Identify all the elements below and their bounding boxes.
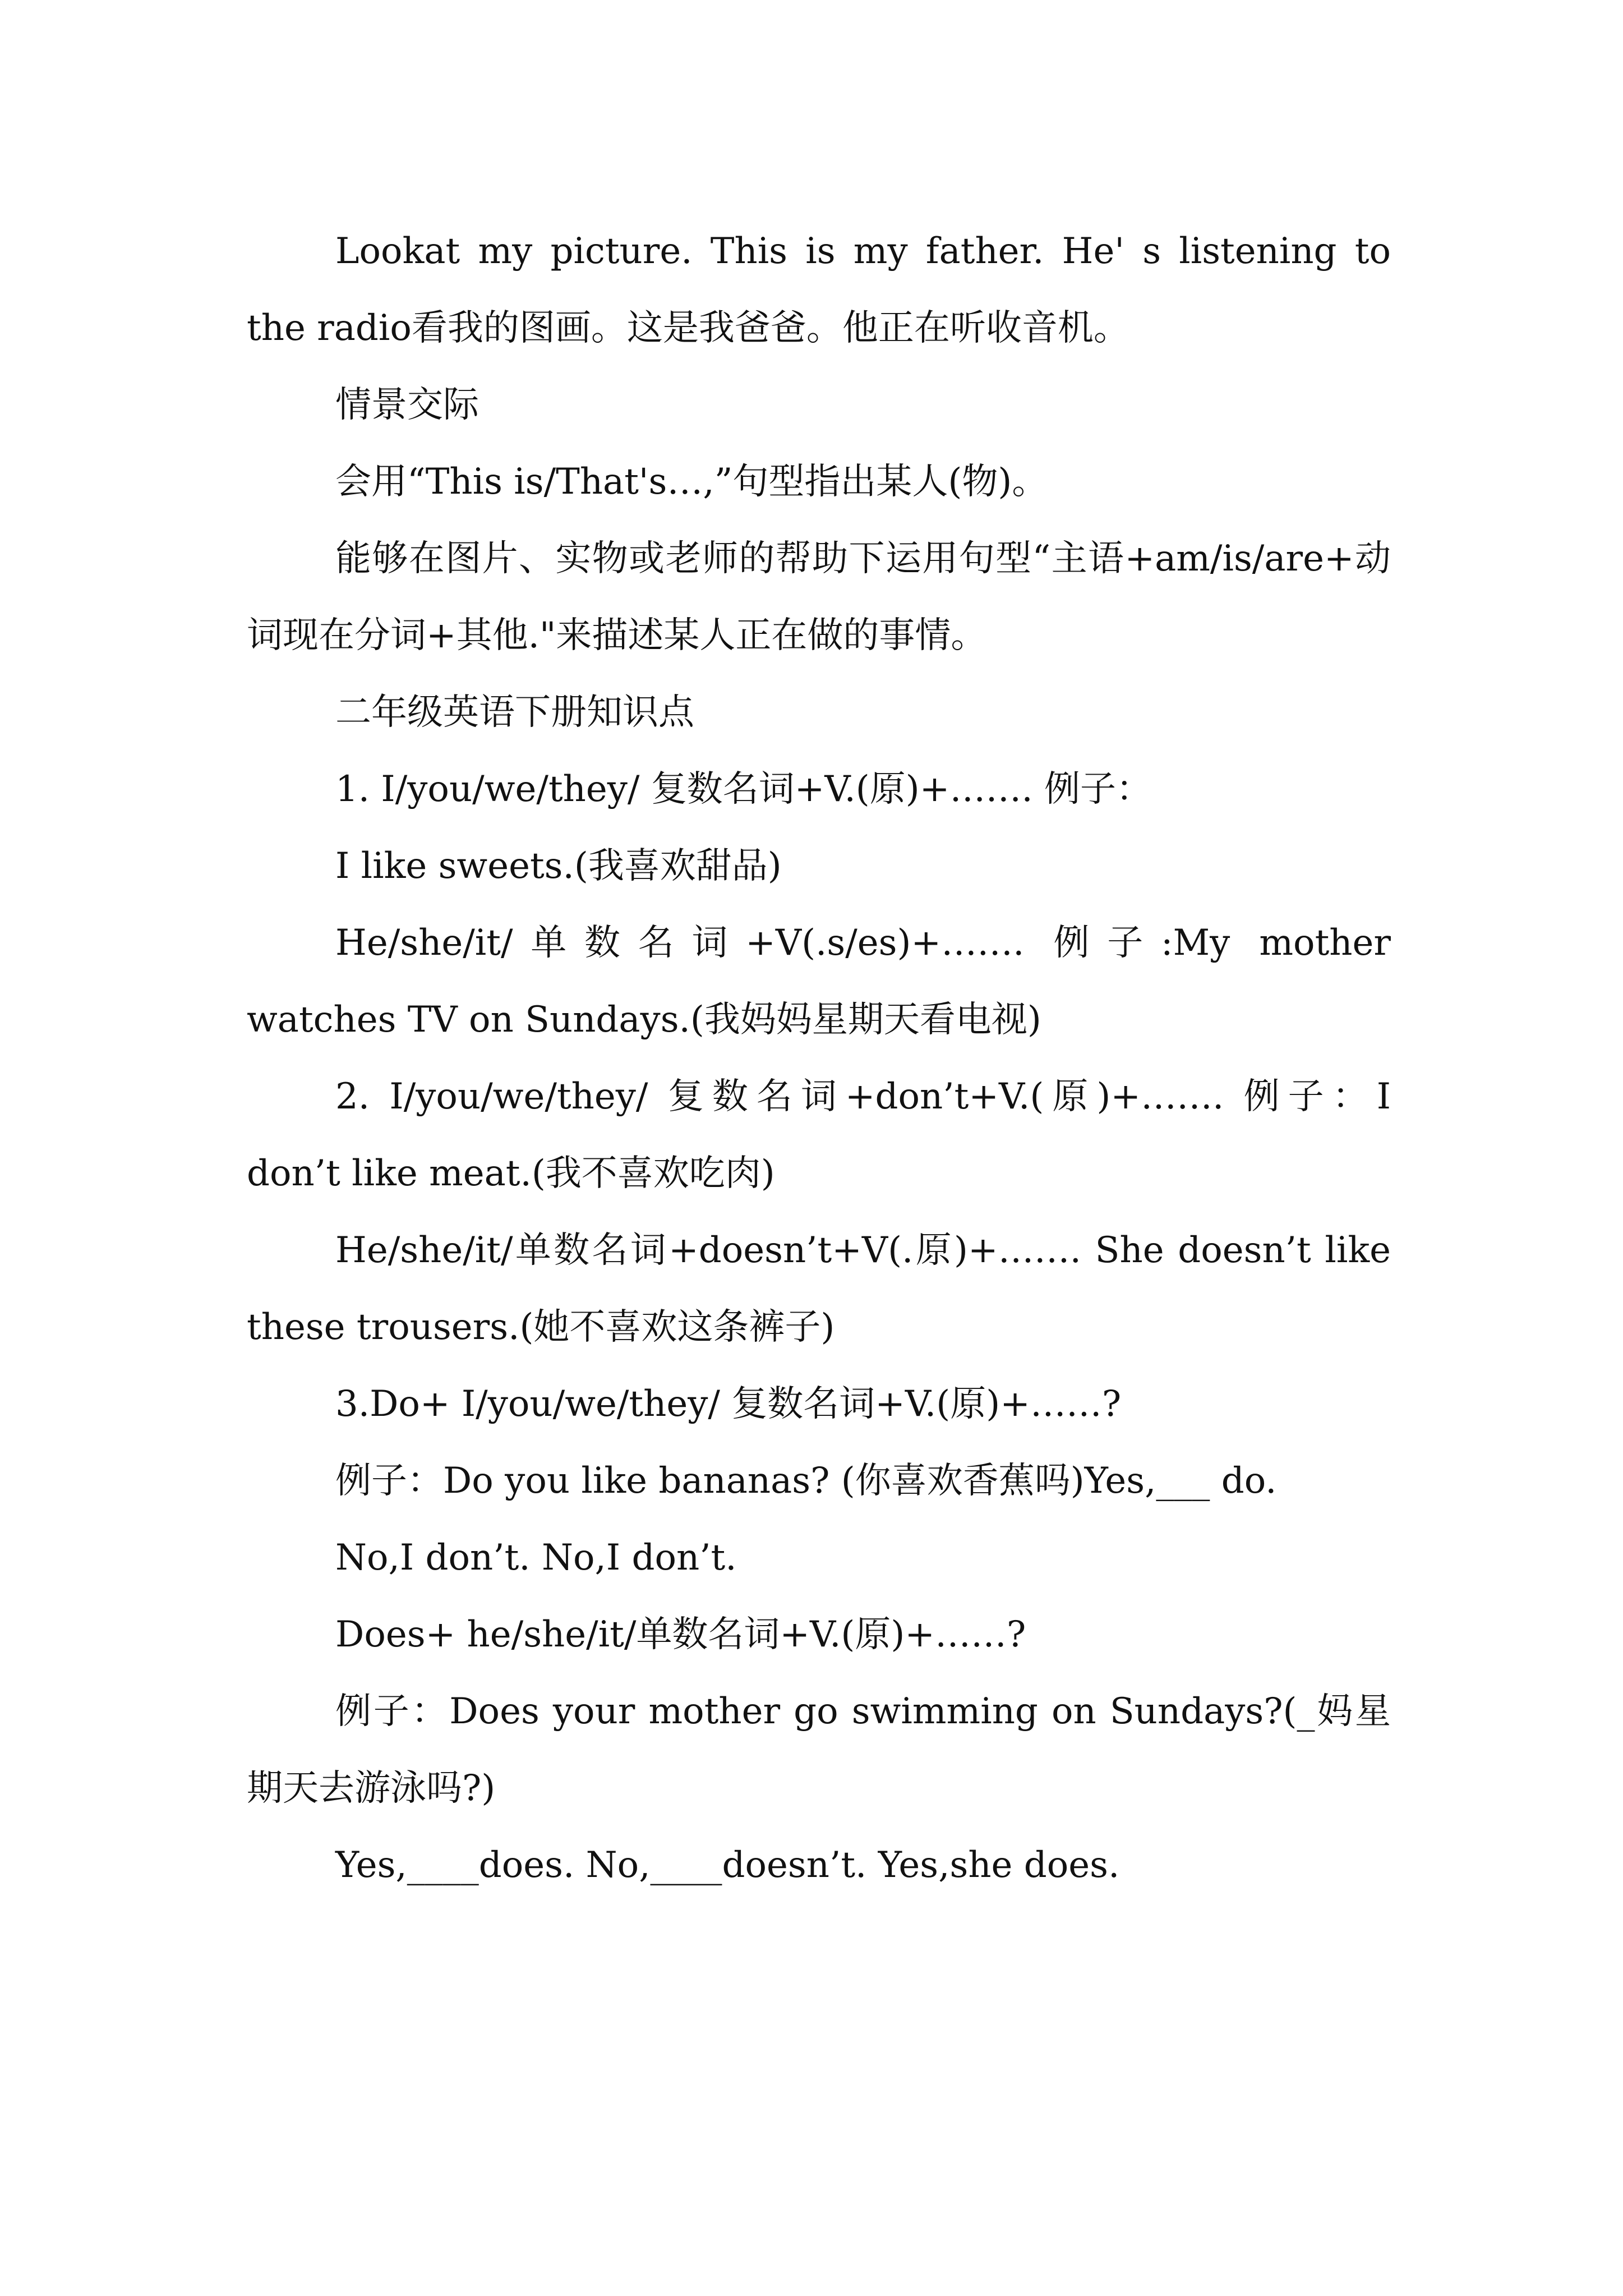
- document-body: [247, 213, 1391, 1904]
- paragraph-this-is-pattern: 会用“This is/That's…,”句型指出某人(物)。: [335, 461, 1048, 503]
- section-heading-situational-communication: 情景交际: [335, 384, 479, 426]
- section-heading-knowledge-points: 二年级英语下册知识点: [335, 692, 694, 733]
- paragraph-third-person-rule: He/she/it/单数名词+V(.s/es)+……. 例子:My mother watches TV on Sundays.(我妈妈星期天看电视): [247, 922, 1391, 1041]
- paragraph-example-bananas: 例子：Do you like bananas? (你喜欢香蕉吗)Yes,___ do.: [335, 1460, 1277, 1502]
- paragraph-rule-2: 2. I/you/we/they/ 复数名词+don’t+V.(原)+……. 例子：I don’t like meat.(我不喜欢吃肉): [247, 1076, 1391, 1194]
- paragraph-rule-1: 1. I/you/we/they/ 复数名词+V.(原)+……. 例子：: [335, 769, 1152, 810]
- paragraph-yes-she-does: Yes,____does. No,____doesn’t. Yes,she does.: [335, 1844, 1120, 1886]
- paragraph-example-swimming: 例子：Does your mother go swimming on Sundays?(_妈星期天去游泳吗?): [247, 1691, 1391, 1809]
- paragraph-does-rule: Does+ he/she/it/单数名词+V.(原)+……?: [335, 1614, 1026, 1655]
- paragraph-doesnt-rule: He/she/it/单数名词+doesn’t+V(.原)+……. She doesn’t like these trousers.(她不喜欢这条裤子): [247, 1230, 1391, 1348]
- paragraph-no-i-dont: No,I don’t. No,I don’t.: [335, 1537, 737, 1579]
- paragraph-picture-description: Lookat my picture. This is my father. He' s listening to the radio看我的图画。这是我爸爸。他正在听收音机。: [247, 231, 1391, 349]
- paragraph-rule-3: 3.Do+ I/you/we/they/ 复数名词+V.(原)+……?: [335, 1383, 1122, 1425]
- paragraph-present-continuous-pattern: 能够在图片、实物或老师的帮助下运用句型“主语+am/is/are+动词现在分词+其他."来描述某人正在做的事情。: [247, 538, 1391, 656]
- paragraph-example-sweets: I like sweets.(我喜欢甜品): [335, 845, 782, 887]
